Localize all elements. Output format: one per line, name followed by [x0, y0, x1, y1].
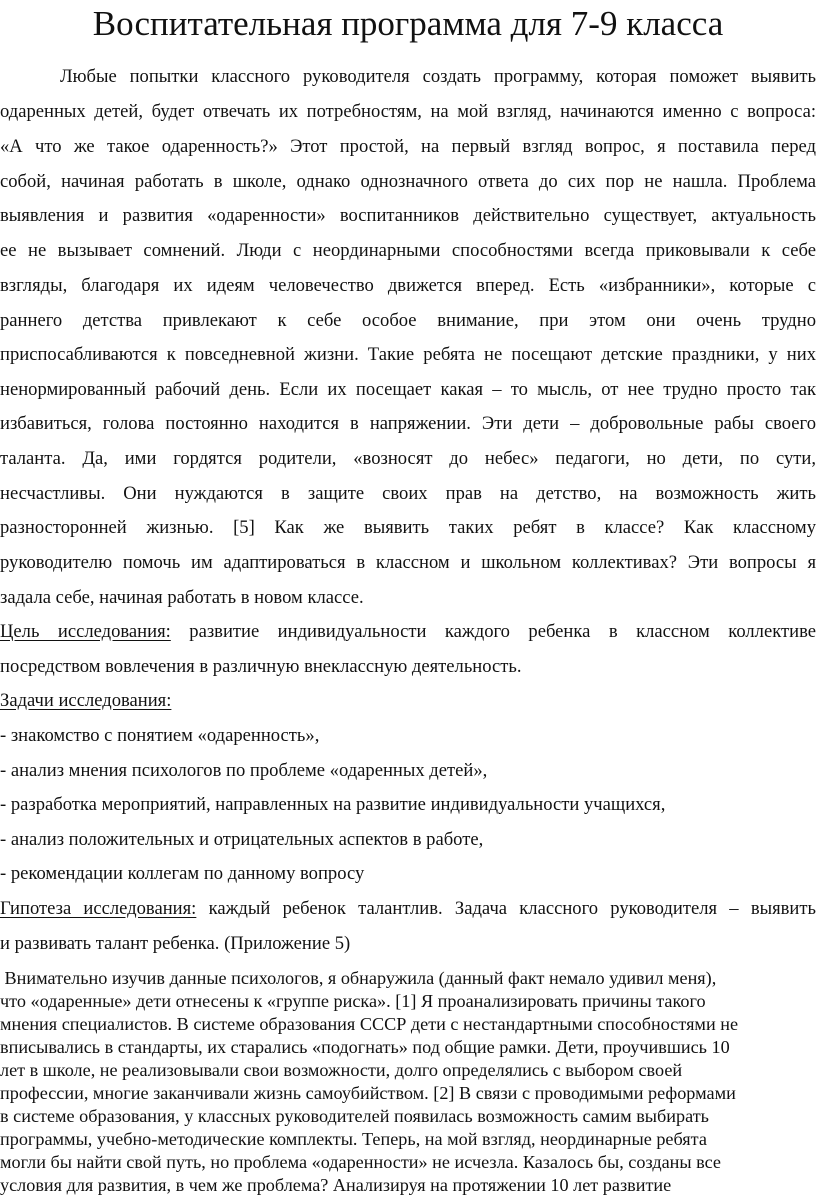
hypothesis-line	[0, 898, 816, 920]
text-line: условия для развития, в чем же проблема? Анализируя на протяжении 10 лет развитие	[0, 1175, 672, 1195]
goal-text-continued: посредством вовлечения в различную внеклассную деятельность.	[0, 656, 522, 677]
text-line: несчастливы. Они нуждаются в защите своих прав на детство, на возможность жить	[0, 483, 816, 504]
text-line: ненормированный рабочий день. Если их посещает какая – то мысль, от нее трудно просто так	[0, 379, 816, 400]
text-line: одаренных детей, будет отвечать их потребностям, на мой взгляд, начинаются именно с вопроса:	[0, 101, 816, 122]
task-item: - анализ положительных и отрицательных аспектов в работе,	[0, 829, 484, 850]
task-item: - знакомство с понятием «одаренность»,	[0, 725, 320, 746]
text-line: программы, учебно-методические комплекты. Теперь, на мой взгляд, неординарные ребята	[0, 1129, 707, 1149]
text-line: взгляды, благодаря их идеям человечество движется вперед. Есть «избранники», которые с	[0, 275, 816, 296]
text-line: лет в школе, не реализовывали свои возможности, долго определялись с выбором своей	[0, 1060, 683, 1080]
goal-label: Цель исследования:	[0, 621, 171, 642]
hypothesis-text-continued: и развивать талант ребенка. (Приложение 5)	[0, 933, 351, 954]
text-line: избавиться, голова постоянно находится в напряжении. Эти дети – добровольные рабы своего	[0, 413, 816, 434]
text-line: руководителю помочь им адаптироваться в классном и школьном коллективах? Эти вопросы я	[0, 552, 816, 573]
text-line: что «одаренные» дети отнесены к «группе риска». [1] Я проанализировать причины такого	[0, 991, 706, 1011]
text-line: собой, начиная работать в школе, однако однозначного ответа до сих пор не нашла. Проблема	[0, 171, 816, 192]
text-line: приспосабливаются к повседневной жизни. Такие ребята не посещают детские праздники, у них	[0, 344, 816, 365]
task-item: - рекомендации коллегам по данному вопросу	[0, 863, 365, 884]
goal-line	[0, 621, 816, 643]
text-line: мнения специалистов. В системе образования СССР дети с нестандартными способностями не	[0, 1014, 739, 1034]
text-line: выявления и развития «одаренности» воспитанников действительно существует, актуальность	[0, 205, 816, 226]
text-line: Любые попытки классного руководителя создать программу, которая поможет выявить	[60, 66, 816, 87]
text-line: «А что же такое одаренность?» Этот простой, на первый взгляд вопрос, я поставила перед	[0, 136, 816, 157]
text-line: профессии, многие заканчивали жизнь самоубийством. [2] В связи с проводимыми реформами	[0, 1083, 736, 1103]
text-line: вписывались в стандарты, их старались «подогнать» под общие рамки. Дети, проучившись 10	[0, 1037, 730, 1057]
text-line: задала себе, начиная работать в новом классе.	[0, 587, 364, 608]
goal-text: развитие индивидуальности каждого ребенка в классном коллективе	[189, 621, 816, 642]
text-line: раннего детства привлекают к себе особое внимание, при этом они очень трудно	[0, 310, 816, 331]
text-line: разносторонней жизнью. [5] Как же выявить таких ребят в классе? Как классному	[0, 517, 816, 538]
hypothesis-label: Гипотеза исследования:	[0, 898, 197, 919]
task-item: - анализ мнения психологов по проблеме «одаренных детей»,	[0, 760, 488, 781]
task-item: - разработка мероприятий, направленных на развитие индивидуальности учащихся,	[0, 794, 666, 815]
text-line: могли бы найти свой путь, но проблема «одаренности» не исчезла. Казалось бы, созданы все	[0, 1152, 722, 1172]
document-title: Воспитательная программа для 7-9 класса	[92, 4, 724, 43]
hypothesis-text: каждый ребенок талантлив. Задача классного руководителя – выявить	[208, 898, 816, 919]
tasks-label: Задачи исследования:	[0, 690, 172, 711]
text-line: в системе образования, у классных руководителей появилась возможность самим выбирать	[0, 1106, 709, 1126]
text-line: ее не вызывает сомнений. Люди с неординарными способностями всегда приковывали к себе	[0, 240, 816, 261]
text-line: Внимательно изучив данные психологов, я обнаружила (данный факт немало удивил меня),	[0, 968, 717, 988]
text-line: таланта. Да, ими гордятся родители, «возносят до небес» педагоги, но дети, по сути,	[0, 448, 816, 469]
